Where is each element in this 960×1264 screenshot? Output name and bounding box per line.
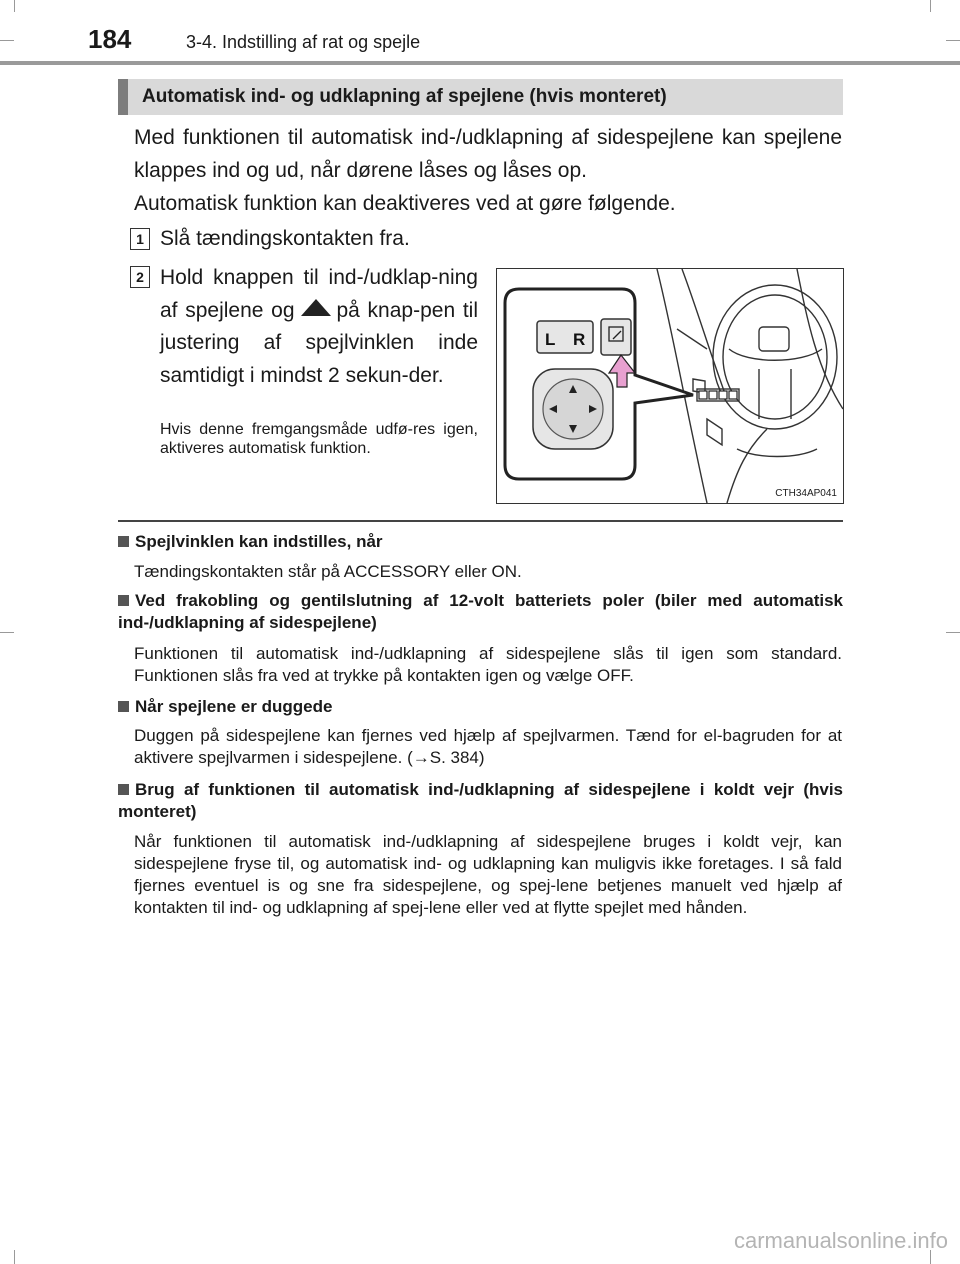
step-note: Hvis denne fremgangsmåde udfø-res igen, aktiveres automatisk funktion. [160, 421, 478, 457]
section-title: Automatisk ind- og udklapning af spejlene (hvis monteret) [118, 79, 843, 115]
mirror-switch-illustration [497, 269, 843, 503]
crop-mark [0, 632, 14, 633]
note-body: Tændingskontakten står på ACCESSORY eller ON. [134, 562, 522, 581]
note-heading: Ved frakobling og gentilslutning af 12-volt batteriets poler (biler med automatisk ind-/udklapning af sidespejlene) [118, 591, 843, 632]
note-heading: Brug af funktionen til automatisk ind-/udklapning af sidespejlene i koldt vejr (hvis monteret) [118, 780, 843, 821]
crop-mark [946, 40, 960, 41]
page-number: 184 [88, 24, 132, 54]
step-text-after: på knap-pen til justering af spejlvinklen inde samtidigt i mindst 2 sekun-der. [160, 298, 478, 387]
note-heading: Spejlvinklen kan indstilles, når [118, 531, 843, 553]
watermark: carmanualsonline.info [733, 1228, 948, 1253]
step-text-before: Hold knappen til ind-/udklap-ning af spejlene og [160, 266, 478, 322]
crop-mark [14, 0, 15, 12]
crop-mark [0, 40, 14, 41]
chapter-title: 3-4. Indstilling af rat og spejle [186, 32, 421, 52]
step-text [160, 262, 478, 392]
switch-label-right: R [573, 330, 586, 349]
square-bullet-icon [118, 701, 129, 712]
note-body: Duggen på sidespejlene kan fjernes ved hjælp af spejlvarmen. Tænd for el-bagruden for at aktivere spejlvarmen i sidespejlene. (→S. 384) [134, 726, 842, 767]
step-number: 2 [130, 266, 150, 288]
step-number: 1 [130, 228, 150, 250]
header-rule [0, 61, 960, 65]
crop-mark [946, 632, 960, 633]
square-bullet-icon [118, 595, 129, 606]
figure-mirror-switch [496, 268, 844, 504]
intro-paragraph: Med funktionen til automatisk ind-/udklapning af sidespejlene kan spejlene klappes ind og ud, når dørene låses og låses op. [134, 126, 842, 182]
section-divider [118, 520, 843, 522]
step-text: Slå tændingskontakten fra. [160, 227, 410, 250]
triangle-up-icon [301, 299, 331, 316]
crop-mark [930, 0, 931, 12]
crop-mark [14, 1250, 15, 1264]
square-bullet-icon [118, 784, 129, 795]
switch-label-left: L [545, 330, 556, 349]
note-heading: Når spejlene er duggede [118, 696, 843, 718]
figure-code: CTH34AP041 [775, 488, 837, 499]
note-body: Når funktionen til automatisk ind-/udklapning af sidespejlene bruges i koldt vejr, kan sidespejlene fryse til, og automatisk ind- og udklapning kan muligvis ikke foretages. I så fald fjernes eventuel is og sne fra sidespejlene, og spej-lene betjenes manuelt ved hjælp af kontakten til ind- og udklapning af spej-lene eller ved at flytte spejlet med hånden. [134, 832, 842, 917]
note-body: Funktionen til automatisk ind-/udklapning af sidespejlene slås til igen som standard. Funktionen slås fra ved at trykke på kontakten igen og vælge OFF. [134, 644, 842, 685]
intro-paragraph: Automatisk funktion kan deaktiveres ved at gøre følgende. [134, 192, 676, 215]
square-bullet-icon [118, 536, 129, 547]
